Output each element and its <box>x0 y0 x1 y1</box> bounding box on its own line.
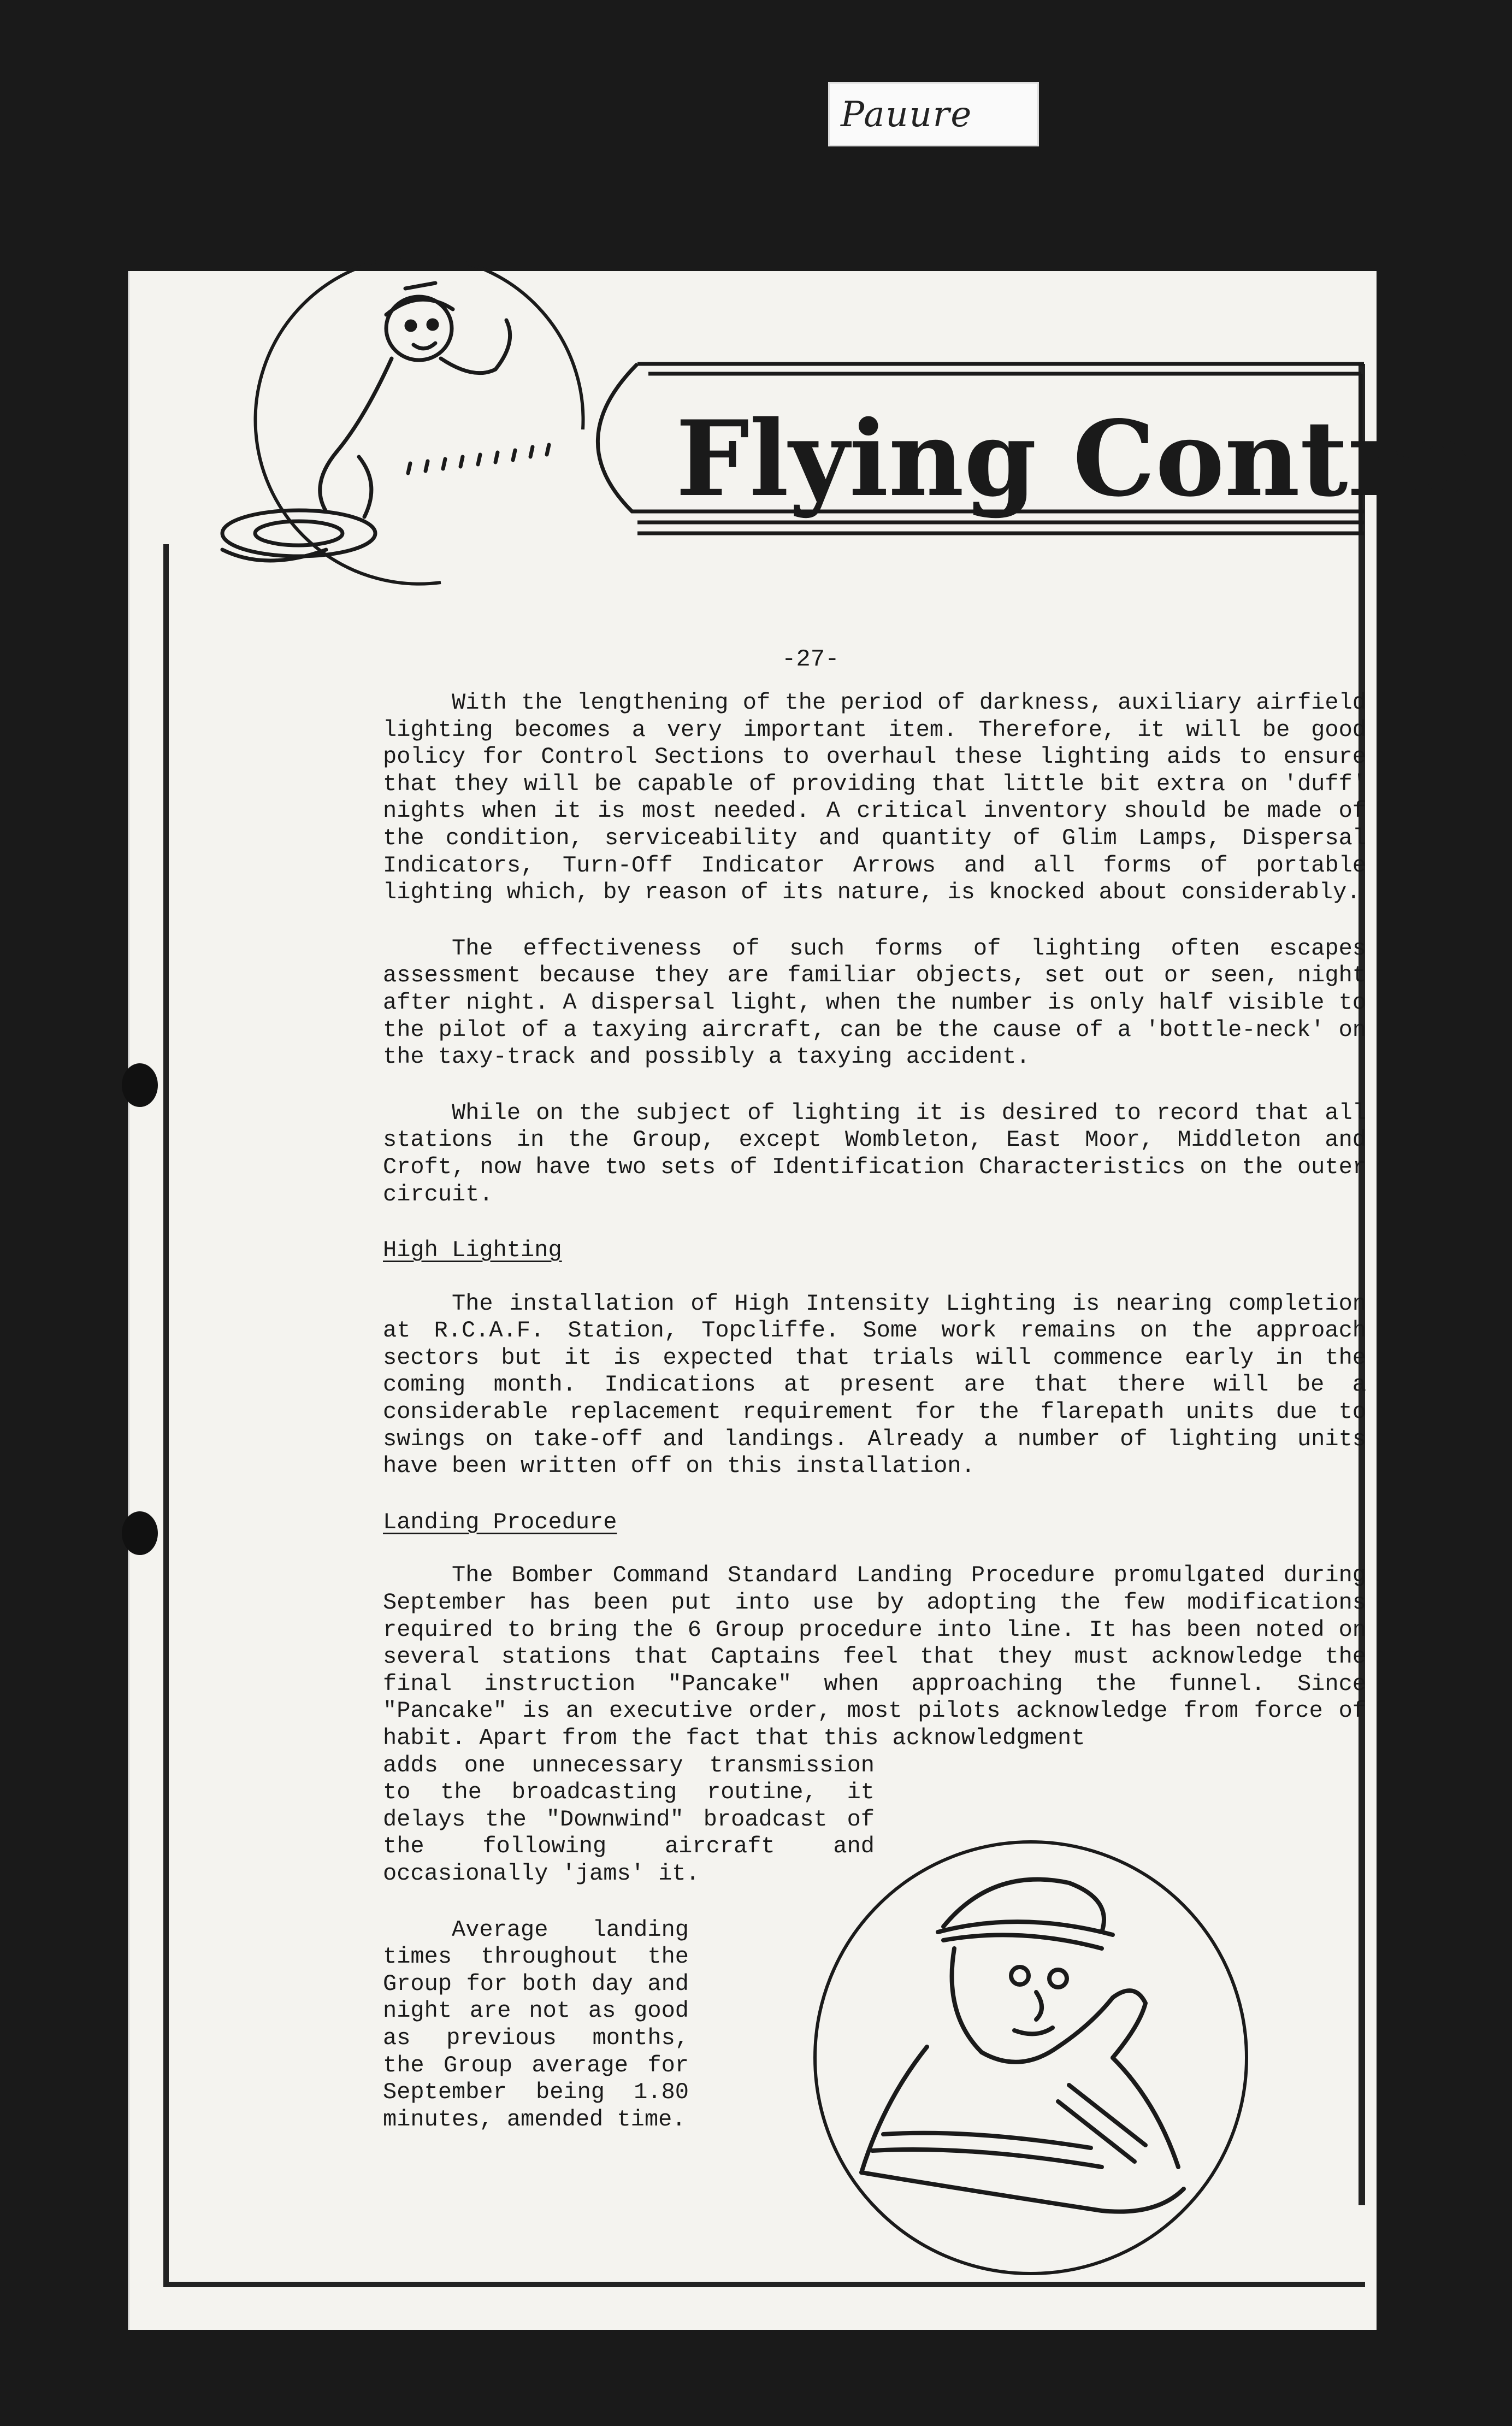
paragraph-average-landing-times: Average landing times throughout the Group for both day and night are not as good as previous months, the Group average for September being 1.80 minutes, amended time. <box>383 1916 689 2133</box>
heading-high-lighting: High Lighting <box>383 1237 562 1264</box>
punch-hole-lower <box>122 1511 158 1555</box>
flying-control-title: Flying Control <box>676 398 1511 520</box>
header-circle <box>256 256 583 584</box>
paragraph-identification-characteristics: While on the subject of lighting it is desired to record that all stations in the Group, except Wombleton, East Moor, Middleton and Croft, now have two sets of Identification Characteristics on the outer circuit. <box>383 1099 1366 1208</box>
paragraph-landing-procedure: The Bomber Command Standard Landing Procedure promulgated during September has been put into use by adopting the few modifications required to bring the 6 Group procedure into line. It has been noted on several stations that Captains feel that they must acknowledge the final instruction "Pancake" when approaching the funnel. Since "Pancake" is an executive order, most pilots acknowledge from force of habit. Apart from the fact that this acknowledgment <box>383 1562 1366 1751</box>
page-number: -27- <box>782 646 840 673</box>
punch-hole-upper <box>122 1063 158 1107</box>
pilot-circle <box>815 1842 1247 2274</box>
handwritten-tag <box>828 82 1039 146</box>
left-border-rule <box>163 544 169 2282</box>
radio-waves-icon <box>408 445 549 473</box>
pilot-cartoon-icon <box>861 1880 1184 2212</box>
pilot-illustration <box>763 1817 1315 2298</box>
heading-landing-procedure: Landing Procedure <box>383 1509 617 1535</box>
tag-text: Pauure <box>841 95 973 135</box>
document-page <box>128 271 1511 2330</box>
cartoon-controller-icon <box>222 283 510 561</box>
header-illustration <box>200 276 1511 615</box>
paragraph-high-intensity-lighting: The installation of High Intensity Lighting is nearing completion at R.C.A.F. Station, Topcliffe. Some work remains on the approach sectors but it is expected that trials will commence early in the coming month. Indications at present are that there will be a considerable replacement requirement for the flarepath units due to swings on take-off and landings. Already a number of lighting units have been written off on this installation. <box>383 1290 1366 1480</box>
paragraph-auxiliary-lighting: With the lengthening of the period of darkness, auxiliary airfield lighting becomes a very important item. Therefore, it will be good policy for Control Sections to overhaul these lighting aids to ensure that they will be capable of providing that little bit extra on 'duff' nights when it is most needed. A critical inventory should be made of the condition, serviceability and quantity of Glim Lamps, Dispersal Indicators, Turn-Off Indicator Arrows and all forms of portable lighting which, by reason of its nature, is knocked about considerably. <box>383 690 1366 906</box>
paragraph-lighting-effectiveness: The effectiveness of such forms of lighting often escapes assessment because they are familiar objects, set out or seen, night after night. A dispersal light, when the number is only half visible to the pilot of a taxying aircraft, can be the cause of a 'bottle-neck' on the taxy-track and possibly a taxying accident. <box>383 935 1366 1070</box>
paragraph-landing-procedure-continued: adds one unnecessary transmission to the broadcasting routine, it delays the "Downwind" broadcast of the following aircraft and occasionally 'jams' it. <box>383 1752 875 1887</box>
